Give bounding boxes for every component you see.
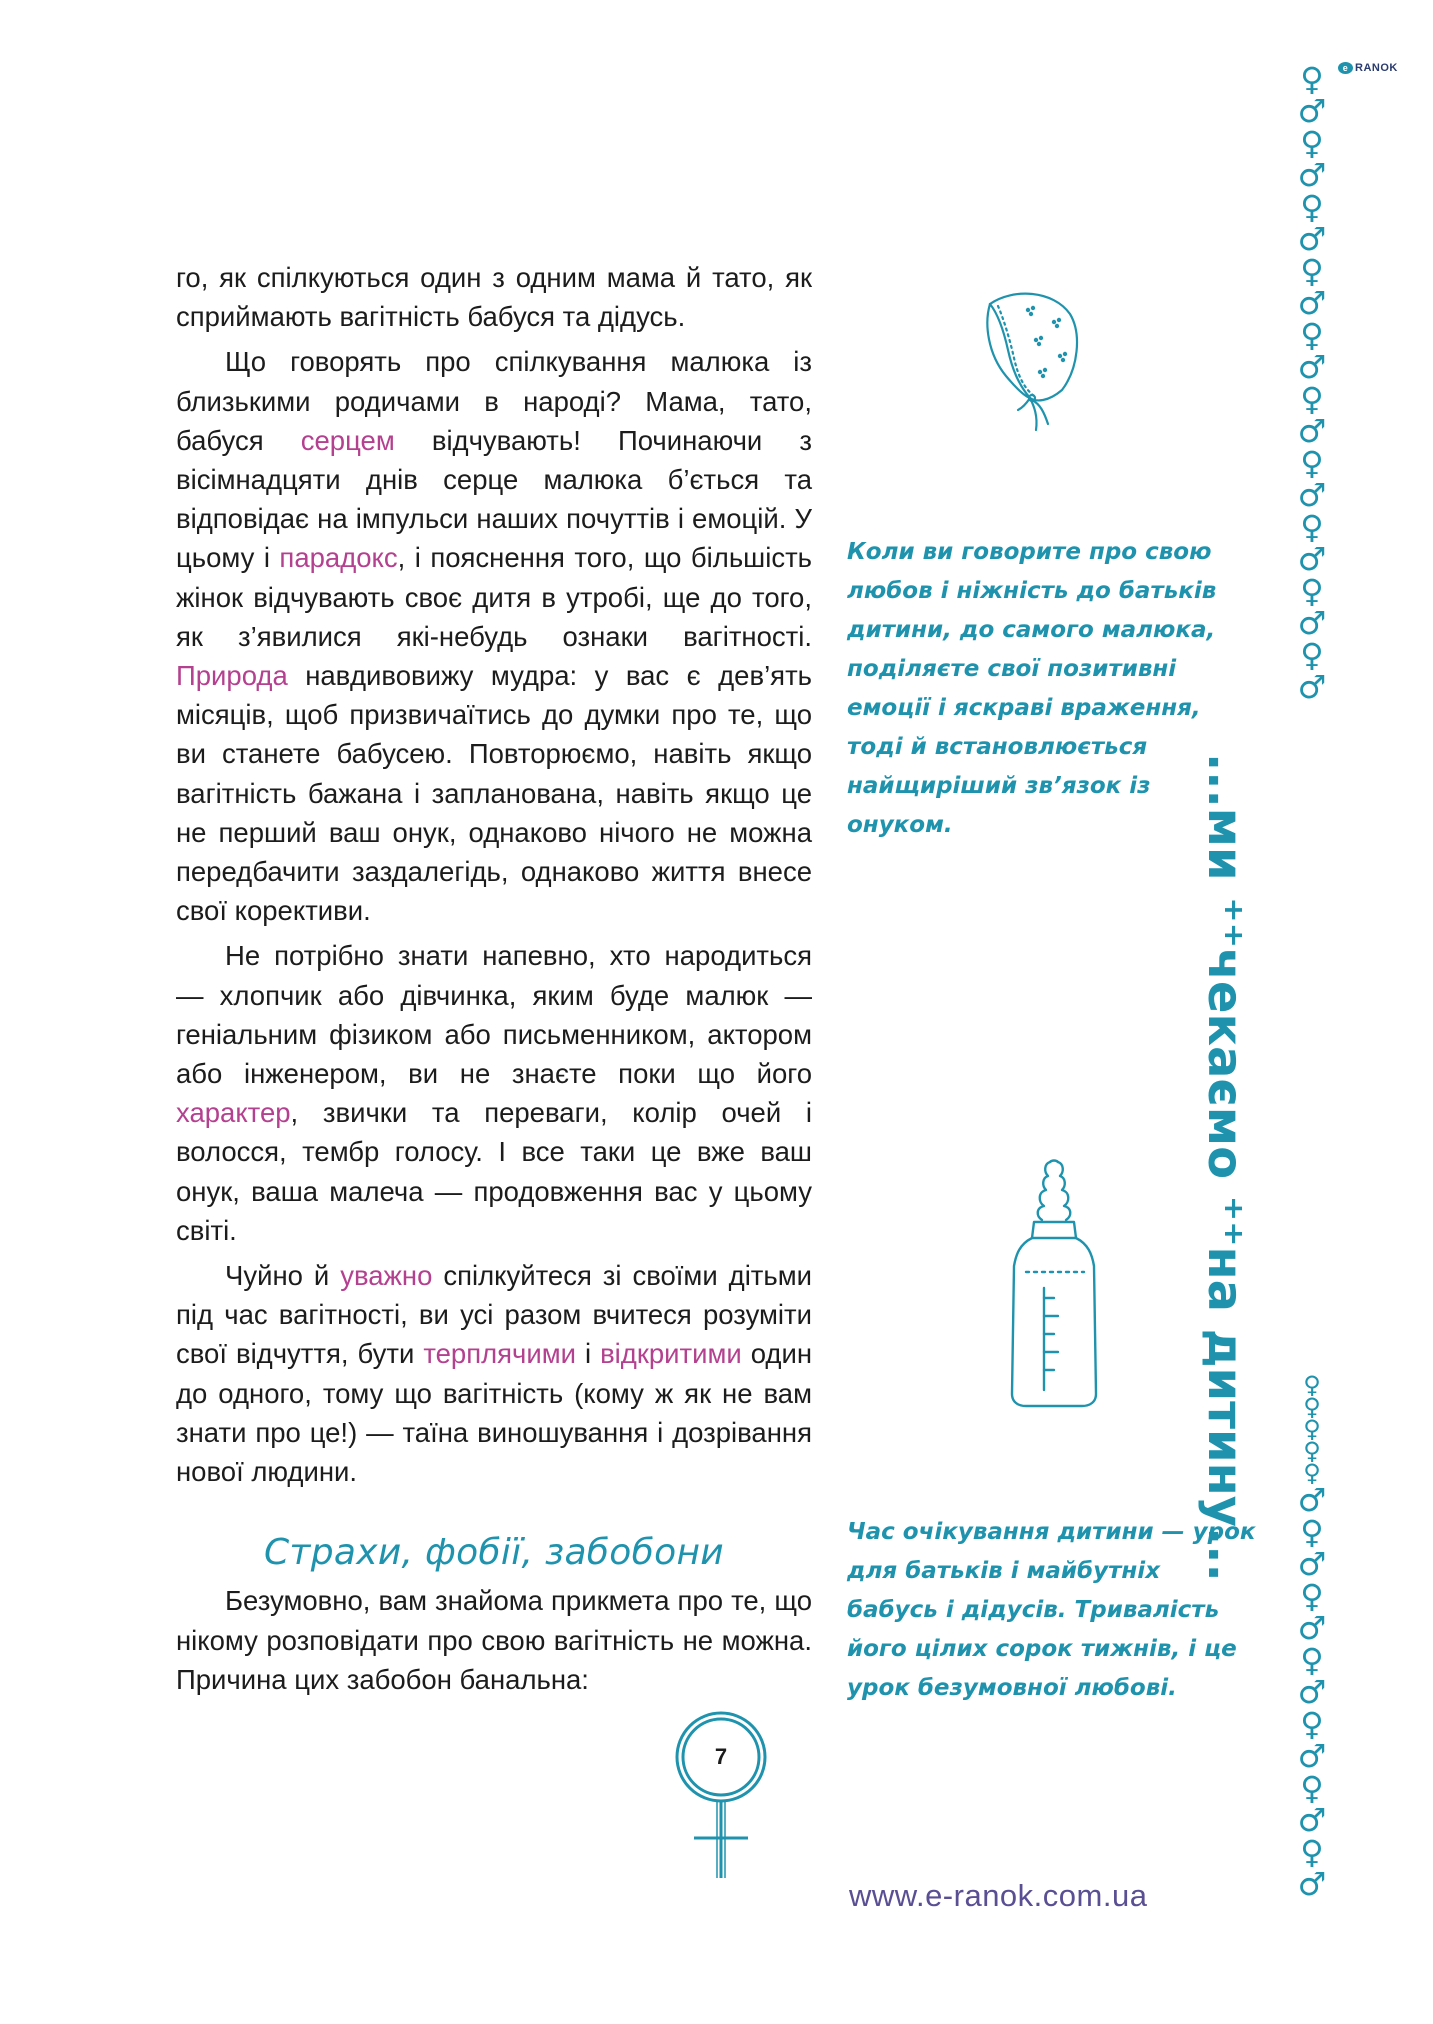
female-symbol-icon: ♀ bbox=[1303, 1437, 1321, 1465]
male-symbol-icon: ♂ bbox=[1297, 1865, 1327, 1903]
male-symbol-icon: ♂ bbox=[1297, 220, 1327, 258]
vertical-title: ...ми ⁺⁺чекаємо ⁺⁺на дитину... bbox=[1197, 753, 1253, 1582]
female-symbol-icon: ♀ bbox=[1300, 252, 1324, 290]
symbol-column-bottom bbox=[1292, 1371, 1332, 1903]
text-run: , звички та переваги, колір очей і волосся, тембр голосу. І все таки це вже ваш онук, ваша малеча — продовження вас у цьому світі. bbox=[176, 1097, 812, 1246]
paragraph-5: Безумовно, вам знайома прикмета про те, що нікому розповідати про свою вагітність не можна. Причина цих забобон банальна: bbox=[176, 1585, 812, 1695]
paragraph-1: го, як спілкуються один з одним мама й тато, як сприймають вагітність бабуся та дідусь. bbox=[176, 262, 812, 333]
male-symbol-icon: ♂ bbox=[1297, 1481, 1327, 1519]
female-symbol-icon: ♀ bbox=[1303, 1415, 1321, 1443]
male-symbol-icon: ♂ bbox=[1297, 1737, 1327, 1775]
text-run: навдивовижу мудра: у вас є дев’ять місяців, щоб призвичаїтись до думки про те, що ви станете бабусею. Повторюємо, навіть якщо вагітність бажана і запланована, навіть якщо це не перший ваш онук, однаково нічого не можна передбачити заздалегідь, однаково життя внесе свої корективи. bbox=[176, 660, 812, 927]
male-symbol-icon: ♂ bbox=[1297, 1609, 1327, 1647]
female-symbol-icon: ♀ bbox=[1300, 444, 1324, 482]
female-symbol-icon: ♀ bbox=[1300, 316, 1324, 354]
female-symbol-icon: ♀ bbox=[1300, 1577, 1324, 1615]
highlight-word: парадокс bbox=[279, 542, 398, 574]
female-symbol-icon: ♀ bbox=[1300, 1705, 1324, 1743]
male-symbol-icon: ♂ bbox=[1297, 412, 1327, 450]
male-symbol-icon: ♂ bbox=[1297, 604, 1327, 642]
female-symbol-icon: ♀ bbox=[1300, 1769, 1324, 1807]
female-symbol-icon: ♀ bbox=[1300, 636, 1324, 674]
highlight-word: Природа bbox=[176, 660, 288, 692]
male-symbol-icon: ♂ bbox=[1297, 476, 1327, 514]
female-symbol-icon: ♀ bbox=[1300, 60, 1324, 98]
side-note-2: Час очікування дитини — урок для батьків і майбутніх бабусь і дідусів. Тривалість його цілих сорок тижнів, і це урок безумовної любові. bbox=[847, 1519, 1256, 1701]
highlight-word: відкритими bbox=[600, 1338, 742, 1370]
paragraph-2 bbox=[176, 342, 812, 930]
male-symbol-icon: ♂ bbox=[1297, 1801, 1327, 1839]
male-symbol-icon: ♂ bbox=[1297, 668, 1327, 706]
section-heading: Страхи, фобії, забобони bbox=[264, 1532, 724, 1574]
male-symbol-icon: ♂ bbox=[1297, 1545, 1327, 1583]
highlight-word: терплячими bbox=[423, 1338, 576, 1370]
paragraph-4 bbox=[176, 1256, 812, 1491]
baby-bottle-icon bbox=[1004, 1158, 1104, 1408]
female-symbol-icon bbox=[670, 1706, 772, 1886]
female-symbol-icon: ♀ bbox=[1300, 124, 1324, 162]
female-symbol-icon: ♀ bbox=[1300, 572, 1324, 610]
text-run: один до одного, тому що вагітність (кому ж як не вам знати про це!) — таїна виношування і дозрівання нової людини. bbox=[176, 1338, 813, 1488]
main-text-column bbox=[176, 258, 812, 1699]
female-symbol-icon: ♀ bbox=[1303, 1371, 1321, 1399]
male-symbol-icon: ♂ bbox=[1297, 284, 1327, 322]
female-symbol-icon: ♀ bbox=[1300, 188, 1324, 226]
logo-text: RANOK bbox=[1355, 62, 1398, 74]
logo-e-mark: e bbox=[1338, 62, 1353, 74]
female-symbol-icon: ♀ bbox=[1303, 1459, 1321, 1487]
text-run: Не потрібно знати напевно, хто народиться — хлопчик або дівчинка, яким буде малюк — геніальним фізиком або письменником, актором або інженером, ви не знаєте поки що його bbox=[176, 940, 812, 1090]
female-symbol-icon: ♀ bbox=[1303, 1393, 1321, 1421]
text-run: і bbox=[576, 1338, 601, 1370]
bonnet-icon bbox=[978, 284, 1088, 434]
male-symbol-icon: ♂ bbox=[1297, 348, 1327, 386]
text-run: спілкуйтеся зі своїми дітьми під час вагітності, ви усі разом вчитеся розуміти свої відчуття, бути bbox=[176, 1260, 812, 1370]
paragraph-3 bbox=[176, 936, 812, 1250]
male-symbol-icon: ♂ bbox=[1297, 92, 1327, 130]
male-symbol-icon: ♂ bbox=[1297, 1673, 1327, 1711]
publisher-logo bbox=[1338, 62, 1398, 74]
symbol-column-top bbox=[1292, 60, 1332, 706]
text-run: , і пояснення того, що більшість жінок відчувають своє дитя в утробі, ще до того, як з’явилися які-небудь ознаки вагітності. bbox=[176, 542, 813, 652]
female-symbol-icon: ♀ bbox=[1300, 1641, 1324, 1679]
text-run: Що говорять про спілкування малюка із близькими родичами в народі? Мама, тато, бабуся bbox=[176, 346, 812, 456]
female-symbol-icon: ♀ bbox=[1300, 1833, 1324, 1871]
highlight-word: уважно bbox=[340, 1260, 433, 1292]
page-number: 7 bbox=[714, 1744, 728, 1769]
side-note-1: Коли ви говорите про свою любов і ніжність до батьків дитини, до самого малюка, поділяєте свої позитивні емоції і яскраві враження, тоді й встановлюється найщиріший зв’язок із онуком. bbox=[847, 539, 1217, 838]
male-symbol-icon: ♂ bbox=[1297, 156, 1327, 194]
female-symbol-icon: ♀ bbox=[1300, 508, 1324, 546]
footer-url[interactable]: www.e-ranok.com.ua bbox=[849, 1878, 1148, 1913]
text-run: Чуйно й bbox=[225, 1260, 341, 1292]
female-symbol-icon: ♀ bbox=[1300, 380, 1324, 418]
male-symbol-icon: ♂ bbox=[1297, 540, 1327, 578]
highlight-word: серцем bbox=[300, 424, 395, 456]
highlight-word: характер bbox=[176, 1097, 291, 1129]
text-run: відчувають! Починаючи з вісімнадцяти днів серце малюка б’ється та відповідає на імпульси наших почуттів і емоцій. У цьому і bbox=[176, 424, 812, 574]
female-symbol-icon: ♀ bbox=[1300, 1513, 1324, 1551]
